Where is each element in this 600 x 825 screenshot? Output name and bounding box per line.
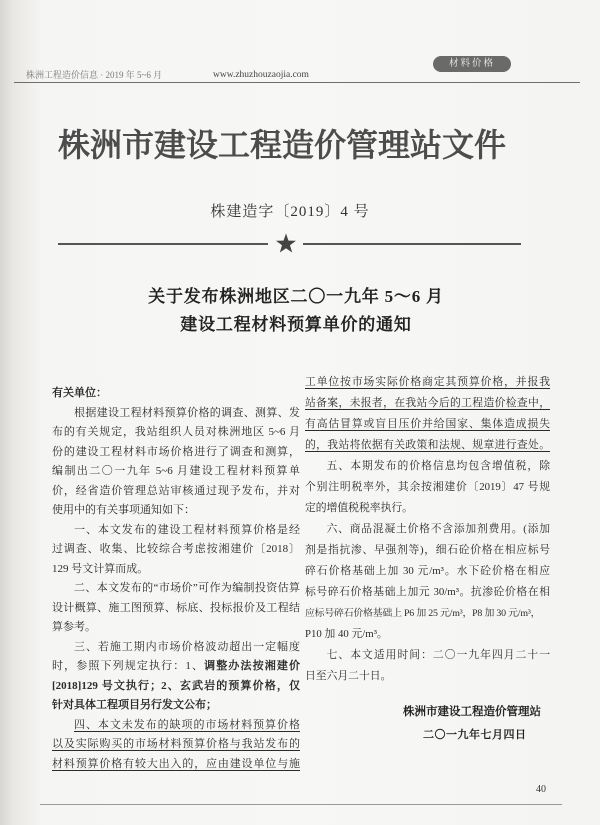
left-column-line: 价，经省造价管理总站审核通过现予发布，并对 [52,484,300,497]
left-column [52,384,300,774]
left-column-line: 三、若施工期内市场价格波动超出一定幅度 [74,640,300,653]
left-column-line: 布的有关规定，我站组织人员对株洲地区 5~6 月 [52,426,300,438]
left-column-line [52,657,300,677]
left-column-line: 算参考。 [52,621,96,633]
left-column-line: 二、本文发布的“市场价”可作为编制投资估算 [74,582,300,594]
page-number: 40 [536,784,546,795]
right-column-line: 的，我站将依据有关政策和法规、规章进行查处。 [305,439,550,451]
right-column-line: 定的增值税税率执行。 [305,502,413,514]
right-column-line: 日至六月二十日。 [305,670,392,682]
right-column-line: 剂是指抗渗、早强剂等)，细石砼价格在相应标号 [305,544,550,556]
bold-text: 调整办法按湘建价 [204,660,300,672]
section-tab: 材料价格 [433,56,511,72]
line-text: 时，参照下列规定执行：1、 [52,660,205,672]
right-column-line: 六、商品混凝土价格不含添加剂费用。(添加 [326,523,550,535]
left-column-line: 根据建设工程材料预算价格的调查、测算、发 [74,406,300,419]
left-column-line: 过调查、收集、比较综合考虑按湘建价〔2018〕 [52,543,300,555]
footer-rule [40,804,562,805]
right-column-line: 工单位按市场实际价格商定其预算价格，并报我 [305,376,550,388]
journal-issue: 株洲工程造价信息 · 2019 年 5~6 月 [26,70,163,80]
right-column-line: 碎石价格基础上加 30 元/m³。水下砼价格在相应 [305,565,550,577]
signature-organization: 株洲市建设工程造价管理站 [403,706,541,718]
website-url: www.zhuzhouzaojia.com [213,70,309,80]
right-column-line: P10 加 40 元/m³。 [305,628,388,640]
right-column-line: 应标号碎石价格基础上 P6 加 25 元/m³，P8 加 30 元/m³， [305,608,541,619]
signature-date: 二〇一九年七月四日 [423,729,527,741]
issuer-heading: 株洲市建设工程造价管理站文件 [58,127,507,163]
notice-title-line-2: 建设工程材料预算单价的通知 [180,315,412,334]
left-column-line: [2018]129 号文执行；2、玄武岩的预算价格，仅 [52,679,300,692]
left-column-line: 材料预算价格有较大出入的，应由建设单位与施 [52,757,300,770]
notice-title-line-1: 关于发布株洲地区二〇一九年 5～6 月 [148,287,444,306]
left-column-line: 编制出二〇一九年 5~6 月建设工程材料预算单 [52,465,300,477]
right-column-line: 五、本期发布的价格信息均包含增值税，除 [326,460,550,472]
right-column-line: 个别注明税率外，其余按湘建价〔2019〕47 号规 [305,481,550,493]
right-column-line: 有高估冒算或盲目压价并给国家、集体造成损失 [305,418,550,430]
left-column-line: 份的建设工程材料市场价格进行了调查和测算， [52,445,300,458]
right-column-line: 站备案，未报者，在我站今后的工程造价检查中， [305,397,550,409]
right-column [305,372,550,687]
star-icon [275,233,297,255]
separator-rule-left [58,243,268,245]
left-column-line: 一、本文发布的建设工程材料预算价格是经 [74,523,300,536]
left-column-line: 针对具体工程项目另行发文公布； [52,699,217,711]
left-column-line: 四、本文未发布的缺项的市场材料预算价格 [74,718,300,731]
left-column-line: 设计概算、施工图预算、标底、投标报价及工程结 [52,601,300,614]
right-column-line: 标号碎石价格基础上加元 30/m³。抗渗砼价格在相 [305,586,550,598]
right-column-line: 七、本文适用时间：二〇一九年四月二十一 [326,649,550,661]
left-column-line: 以及实际购买的市场材料预算价格与我站发布的 [52,738,300,750]
separator-rule-right [303,243,521,245]
document-number: 株建造字〔2019〕4 号 [210,204,370,220]
left-column-line: 129 号文计算而成。 [52,562,149,575]
header-rule [14,82,580,83]
addressee-line: 有关单位： [52,387,107,399]
left-column-line: 使用中的有关事项通知如下： [52,504,195,516]
